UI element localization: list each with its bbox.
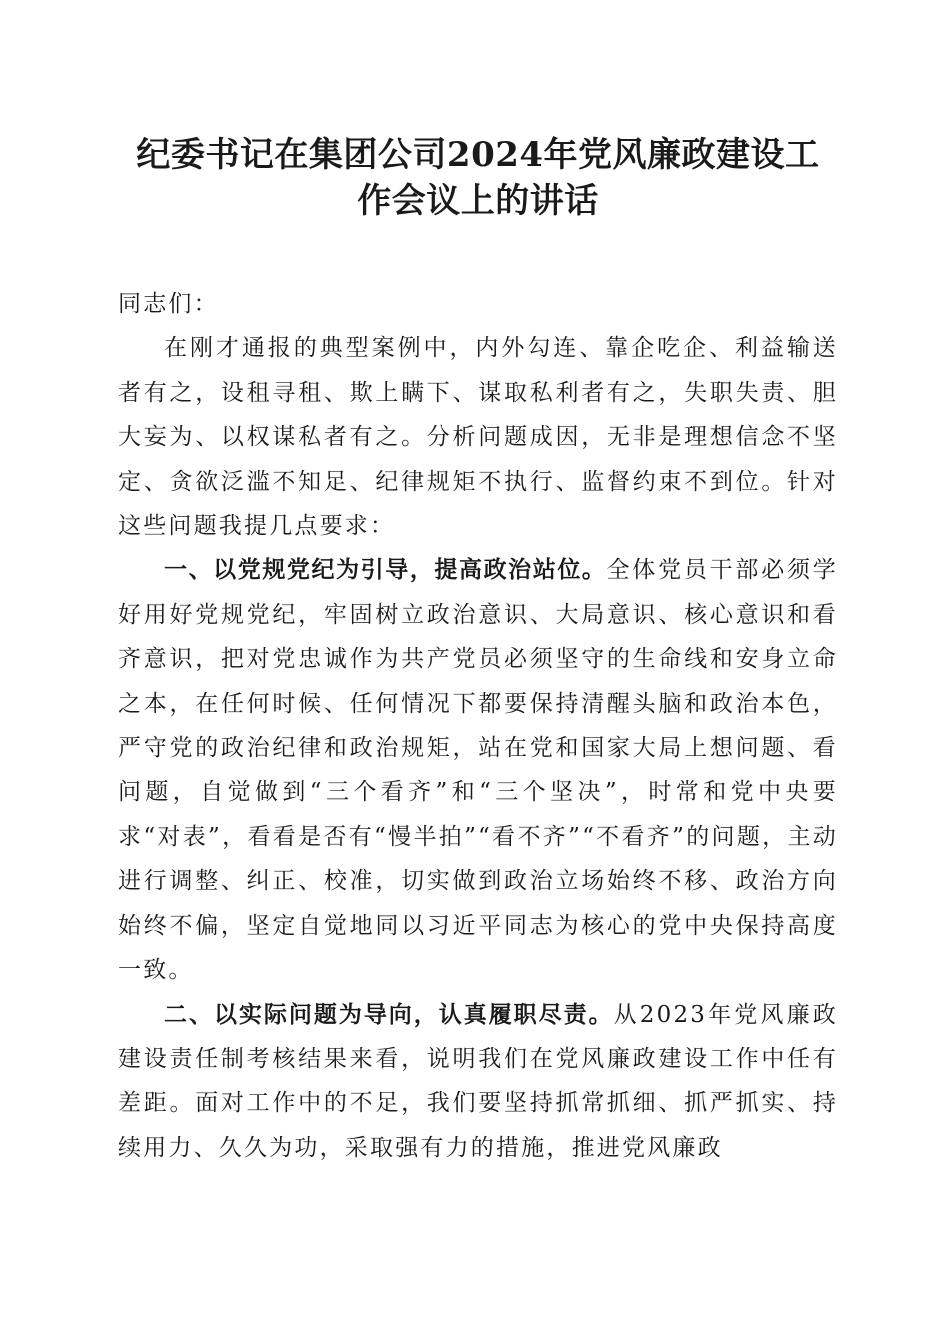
intro-paragraph: 在刚才通报的典型案例中，内外勾连、靠企吃企、利益输送者有之，设租寻租、欺上瞒下、谋取私利者有之，失职失责、胆大妄为、以权谋私者有之。分析问题成因，无非是理想信念不坚定、贪欲泛滥不知足、纪律规矩不执行、监督约束不到位。针对这些问题我提几点要求： [118, 335, 838, 540]
section-1-heading: 一、以党规党纪为引导，提高政治站位。 [164, 557, 607, 584]
title-line-1: 纪委书记在集团公司2024年党风廉政建设工 [136, 135, 820, 175]
salutation: 同志们： [118, 291, 219, 317]
section-2-paragraph [118, 993, 838, 1171]
section-2-heading: 二、以实际问题为导向，认真履职尽责。 [164, 1001, 614, 1028]
section-1-paragraph [118, 548, 838, 992]
document-page [118, 132, 838, 1170]
title-line-2: 作会议上的讲话 [357, 181, 599, 221]
document-title [118, 132, 838, 224]
document-body [118, 282, 838, 1170]
section-2-body: 从2023年党风廉政建设责任制考核结果来看，说明我们在党风廉政建设工作中任有差距。面对工作中的不足，我们要坚持抓常抓细、抓严抓实、持续用力、久久为功，采取强有力的措施，推进党风廉政 [118, 1001, 838, 1161]
section-1-body: 全体党员干部必须学好用好党规党纪，牢固树立政治意识、大局意识、核心意识和看齐意识，把对党忠诚作为共产党员必须坚守的生命线和安身立命之本，在任何时候、任何情况下都要保持清醒头脑和政治本色，严守党的政治纪律和政治规矩，站在党和国家大局上想问题、看问题，自觉做到“三个看齐”和“三个坚决”，时常和党中央要求“对表”，看看是否有“慢半拍”“看不齐”“不看齐”的问题，主动进行调整、纠正、校准，切实做到政治立场始终不移、政治方向始终不偏，坚定自觉地同以习近平同志为核心的党中央保持高度一致。 [118, 557, 838, 984]
